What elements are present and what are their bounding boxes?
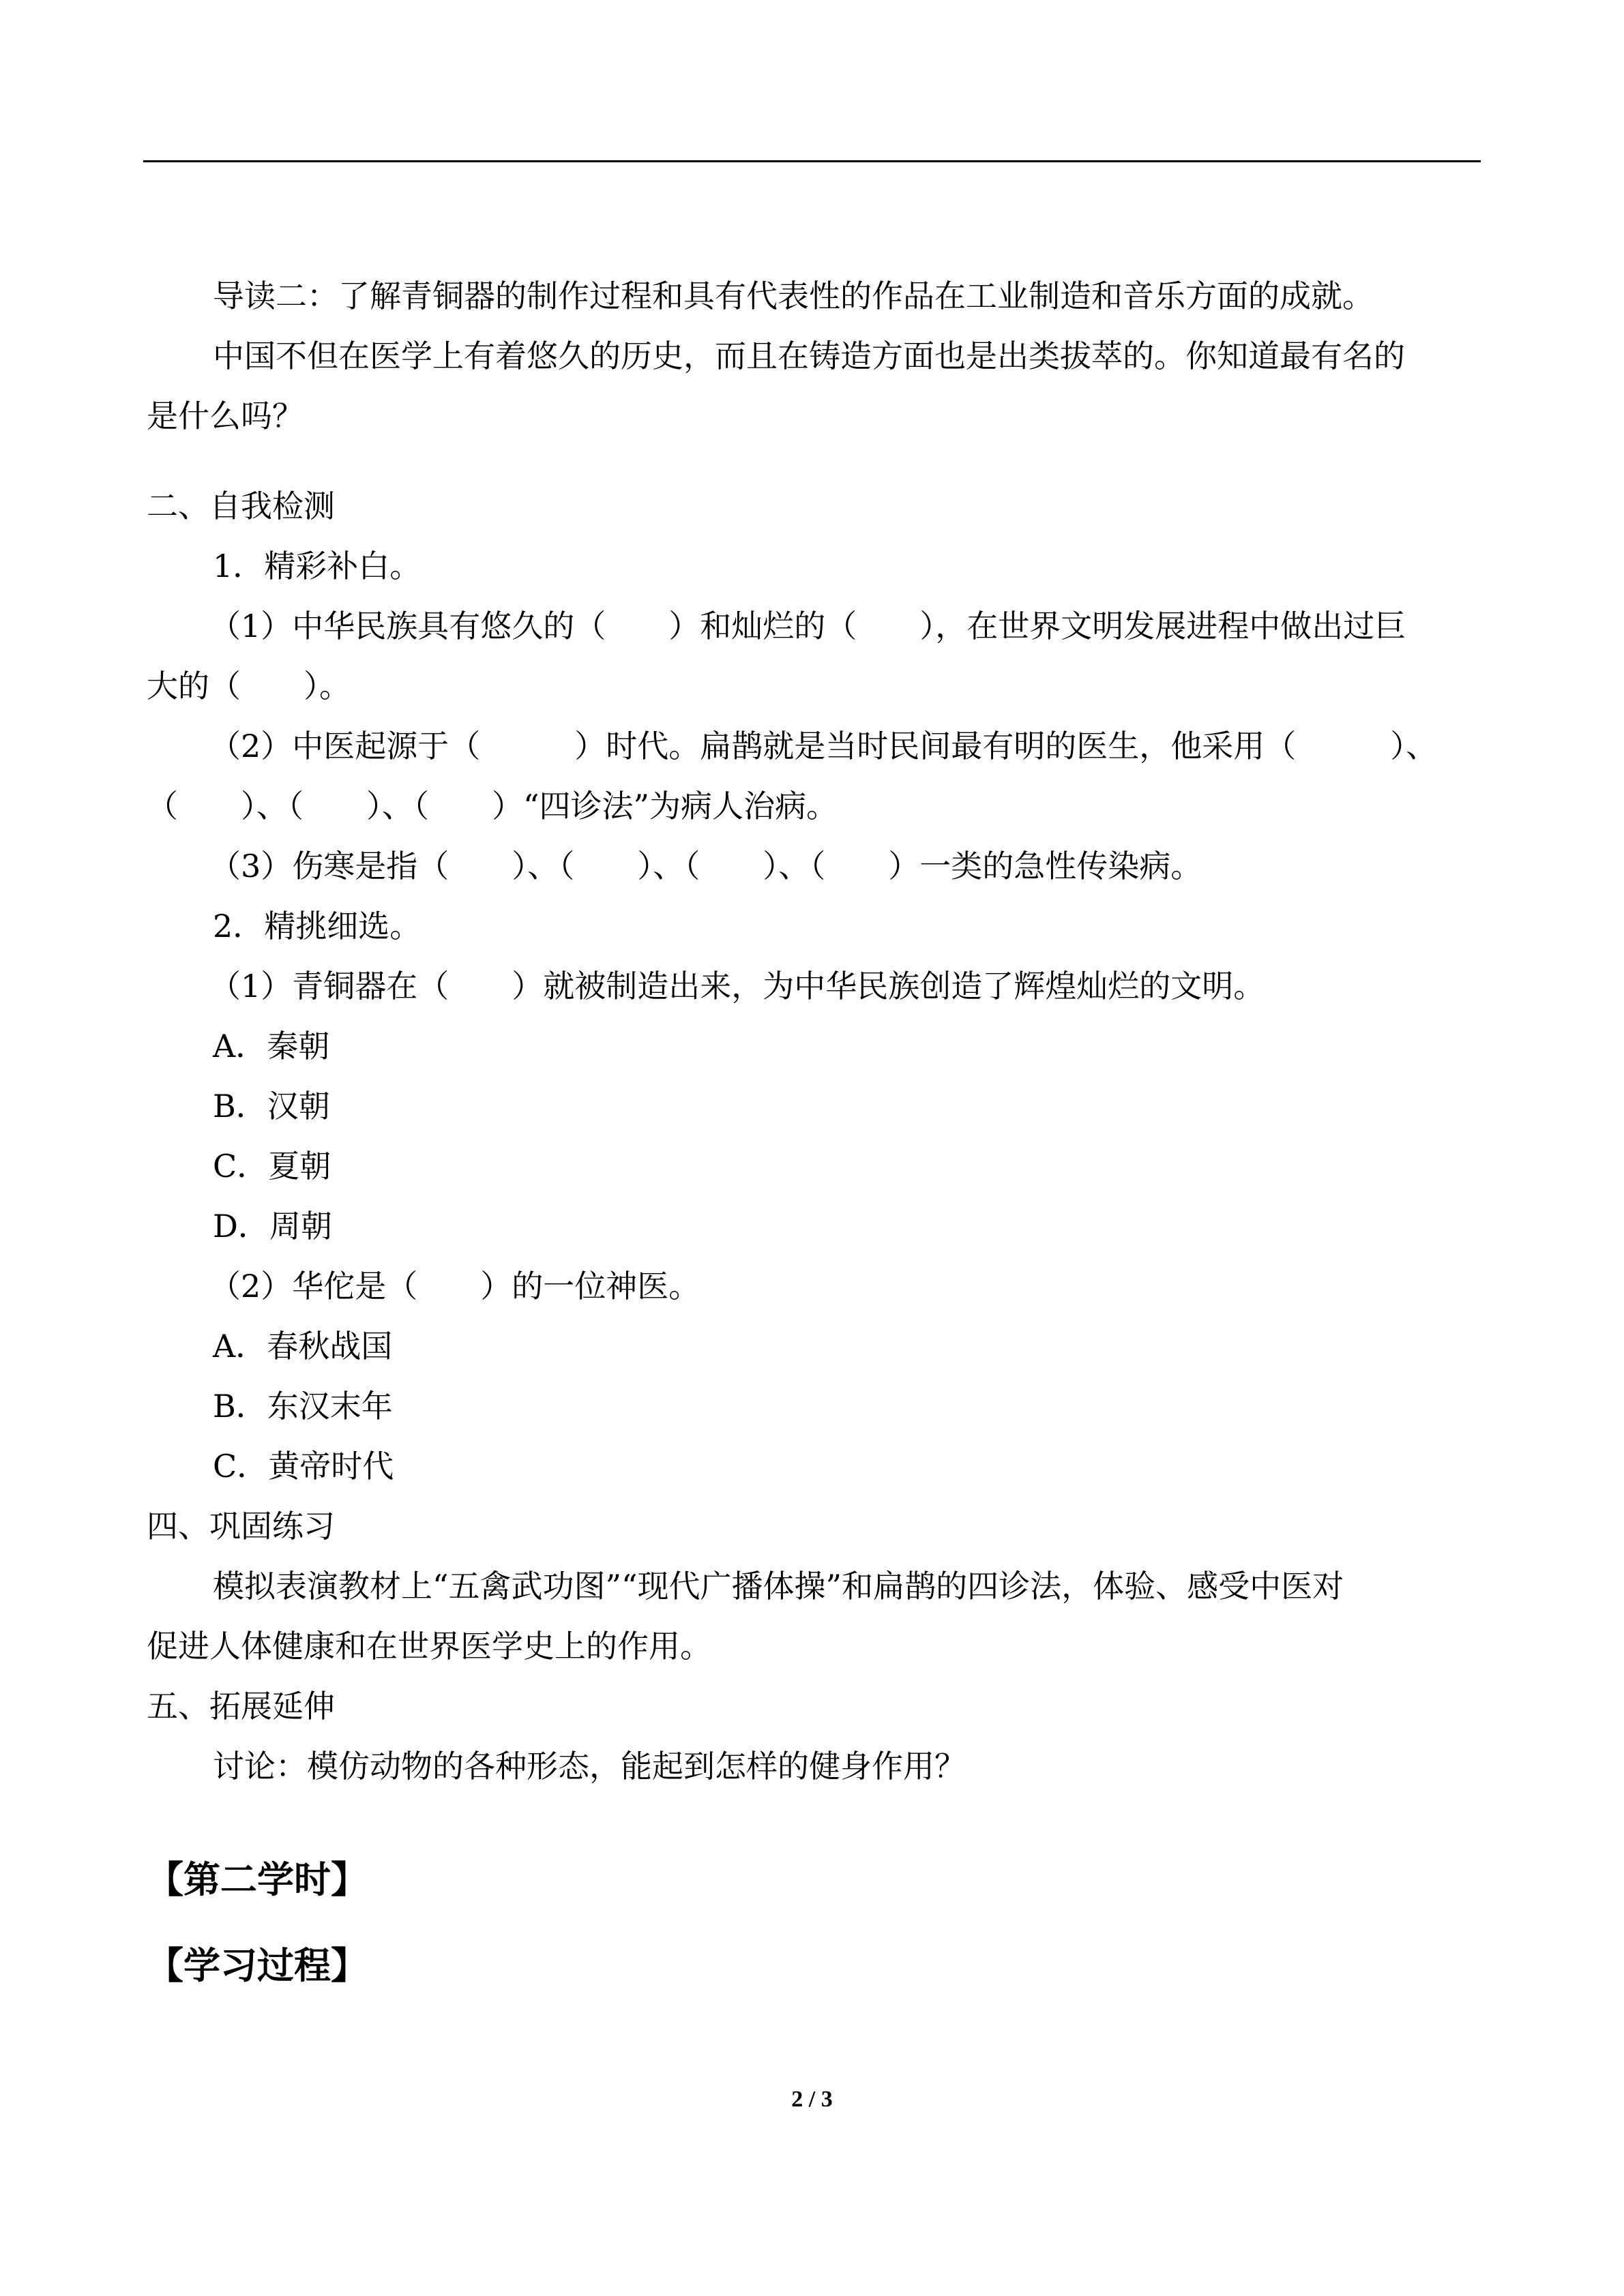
section5-text: 讨论：模仿动物的各种形态，能起到怎样的健身作用？ [213, 1748, 966, 1785]
q3: （3）伤寒是指（ ）、（ ）、（ ）、（ ）一类的急性传染病。 [209, 848, 1202, 884]
guide2-title: 导读二：了解青铜器的制作过程和具有代表性的作品在工业制造和音乐方面的成就。 [213, 278, 1374, 314]
mc1-option-d: D．周朝 [213, 1208, 332, 1244]
section4-heading: 四、巩固练习 [147, 1508, 335, 1545]
mc2-option-b: B．东汉末年 [213, 1388, 393, 1425]
section5-heading: 五、拓展延伸 [147, 1688, 335, 1725]
section4-line1: 模拟表演教材上“五禽武功图”“现代广播体操”和扁鹊的四诊法，体验、感受中医对 [213, 1568, 1344, 1605]
section4-line2: 促进人体健康和在世界医学史上的作用。 [147, 1628, 711, 1665]
header-rule [143, 160, 1481, 162]
part1-label: 1．精彩补白。 [213, 548, 422, 584]
mc1-option-b: B．汉朝 [213, 1088, 330, 1124]
guide2-question-line2: 是什么吗？ [147, 398, 304, 434]
q2-line2: （ ）、（ ）、（ ）“四诊法”为病人治病。 [147, 788, 838, 824]
q1-line1: （1）中华民族具有悠久的（ ）和灿烂的（ ），在世界文明发展进程中做出过巨 [209, 608, 1406, 644]
section2-heading: 二、自我检测 [147, 488, 335, 524]
part2-label: 2．精挑细选。 [213, 908, 422, 944]
mc1-option-c: C．夏朝 [213, 1148, 331, 1184]
mc-question-2: （2）华佗是（ ）的一位神医。 [209, 1268, 700, 1304]
page-number: 2 / 3 [791, 2087, 833, 2112]
q2-line1: （2）中医起源于（ ）时代。扁鹊就是当时民间最有明的医生，他采用（ ）、 [209, 728, 1438, 764]
mc2-option-a: A．春秋战国 [213, 1328, 393, 1365]
mc-question-1: （1）青铜器在（ ）就被制造出来，为中华民族创造了辉煌灿烂的文明。 [209, 968, 1265, 1004]
guide2-question-line1: 中国不但在医学上有着悠久的历史，而且在铸造方面也是出类拔萃的。你知道最有名的 [213, 338, 1405, 374]
q1-line2: 大的（ ）。 [147, 668, 351, 704]
mc2-option-c: C．黄帝时代 [213, 1448, 394, 1485]
learning-process-heading: 【学习过程】 [147, 1944, 368, 1987]
lesson2-heading: 【第二学时】 [147, 1858, 368, 1901]
page-content [147, 266, 1480, 2009]
mc1-option-a: A．秦朝 [213, 1028, 330, 1064]
